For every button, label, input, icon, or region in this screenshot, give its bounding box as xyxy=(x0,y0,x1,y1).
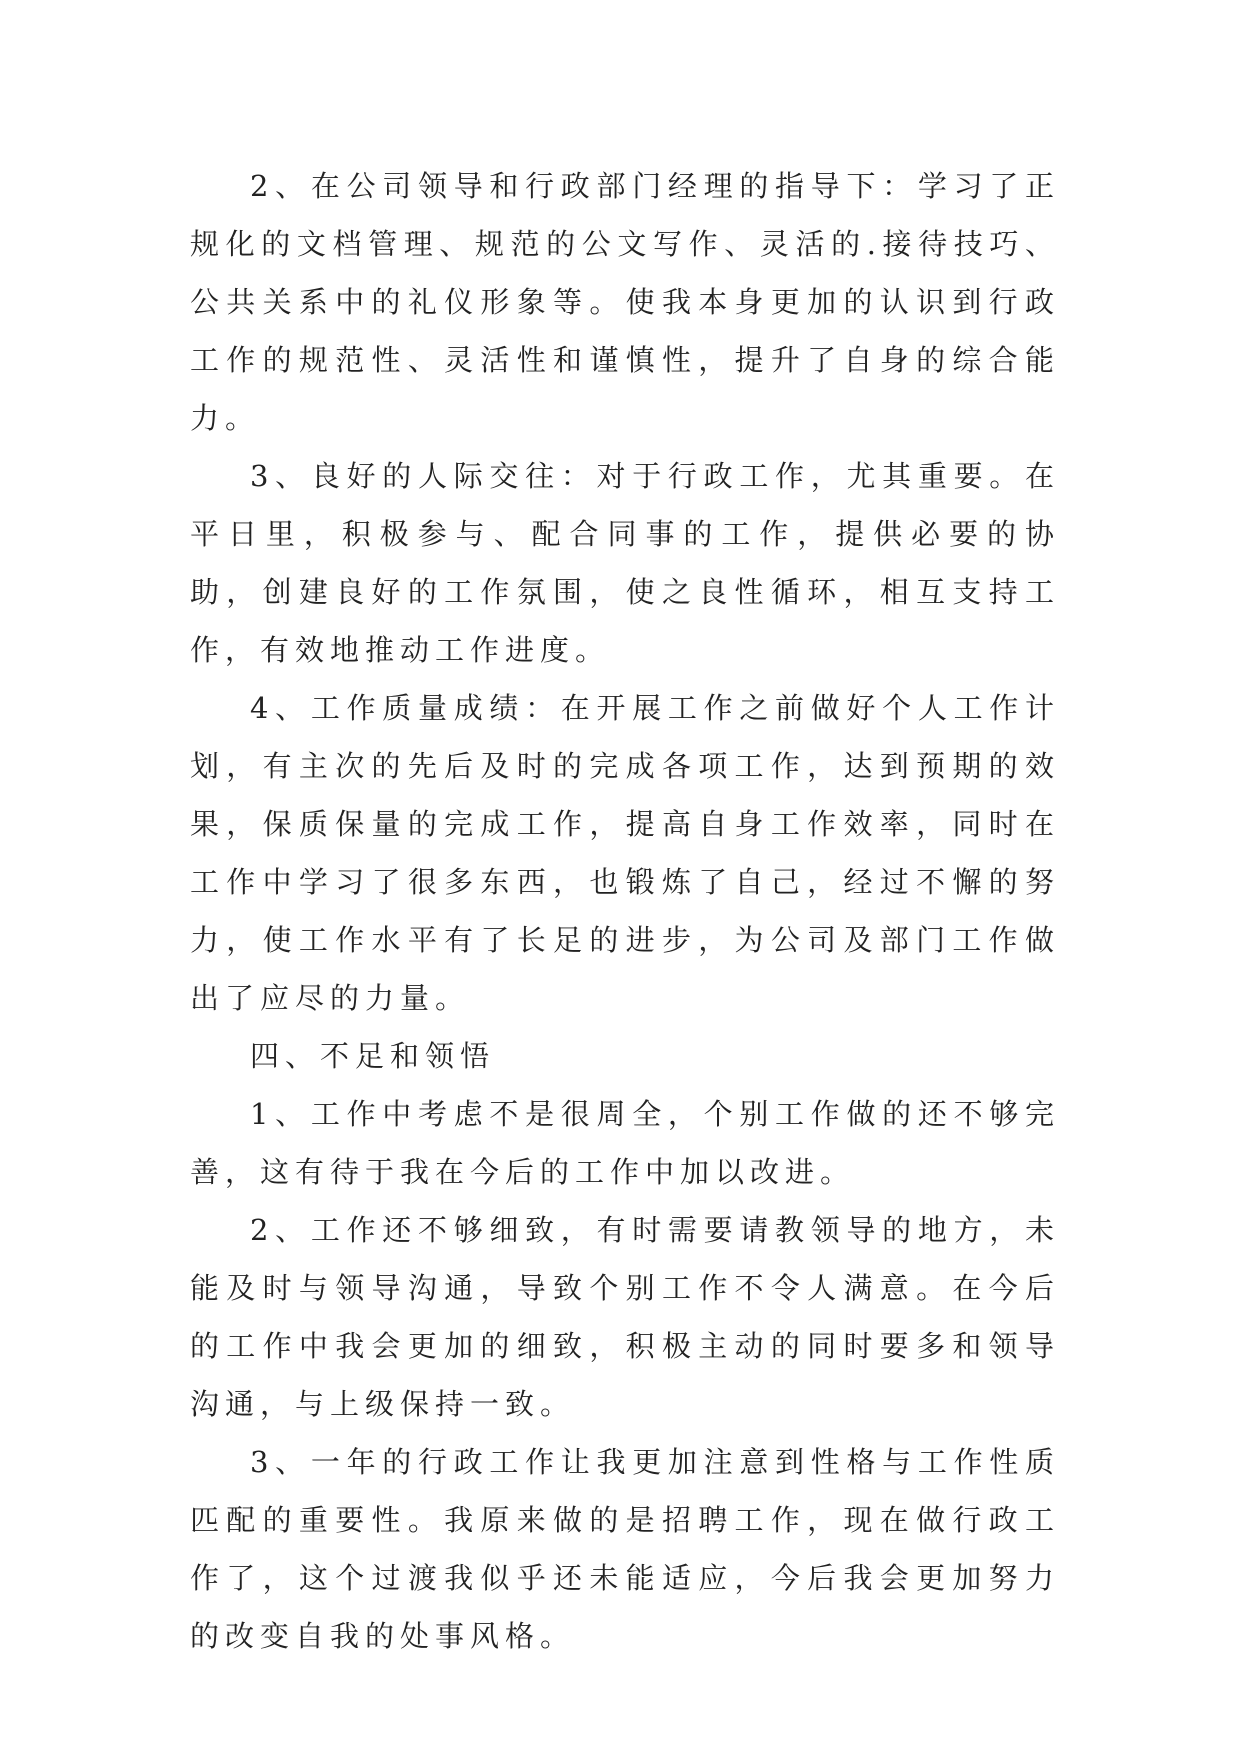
document-body xyxy=(190,157,1060,1665)
paragraph-shortcoming-1: 1、工作中考虑不是很周全，个别工作做的还不够完善，这有待于我在今后的工作中加以改进。 xyxy=(190,1097,1060,1189)
paragraph-2-guidance: 2、在公司领导和行政部门经理的指导下：学习了正规化的文档管理、规范的公文写作、灵活的.接待技巧、公共关系中的礼仪形象等。使我本身更加的认识到行政工作的规范性、灵活性和谨慎性，提升了自身的综合能力。 xyxy=(190,169,1060,435)
section-heading-shortcomings: 四、不足和领悟 xyxy=(250,1039,496,1073)
paragraph-4-work-quality: 4、工作质量成绩：在开展工作之前做好个人工作计划，有主次的先后及时的完成各项工作，达到预期的效果，保质保量的完成工作，提高自身工作效率，同时在工作中学习了很多东西，也锻炼了自己，经过不懈的努力，使工作水平有了长足的进步，为公司及部门工作做出了应尽的力量。 xyxy=(190,691,1060,1015)
paragraph-shortcoming-2: 2、工作还不够细致，有时需要请教领导的地方，未能及时与领导沟通，导致个别工作不令人满意。在今后的工作中我会更加的细致，积极主动的同时要多和领导沟通，与上级保持一致。 xyxy=(190,1213,1060,1421)
paragraph-shortcoming-3: 3、一年的行政工作让我更加注意到性格与工作性质匹配的重要性。我原来做的是招聘工作，现在做行政工作了，这个过渡我似乎还未能适应，今后我会更加努力的改变自我的处事风格。 xyxy=(190,1445,1060,1653)
paragraph-3-interpersonal: 3、良好的人际交往：对于行政工作，尤其重要。在平日里，积极参与、配合同事的工作，提供必要的协助，创建良好的工作氛围，使之良性循环，相互支持工作，有效地推动工作进度。 xyxy=(190,459,1060,667)
